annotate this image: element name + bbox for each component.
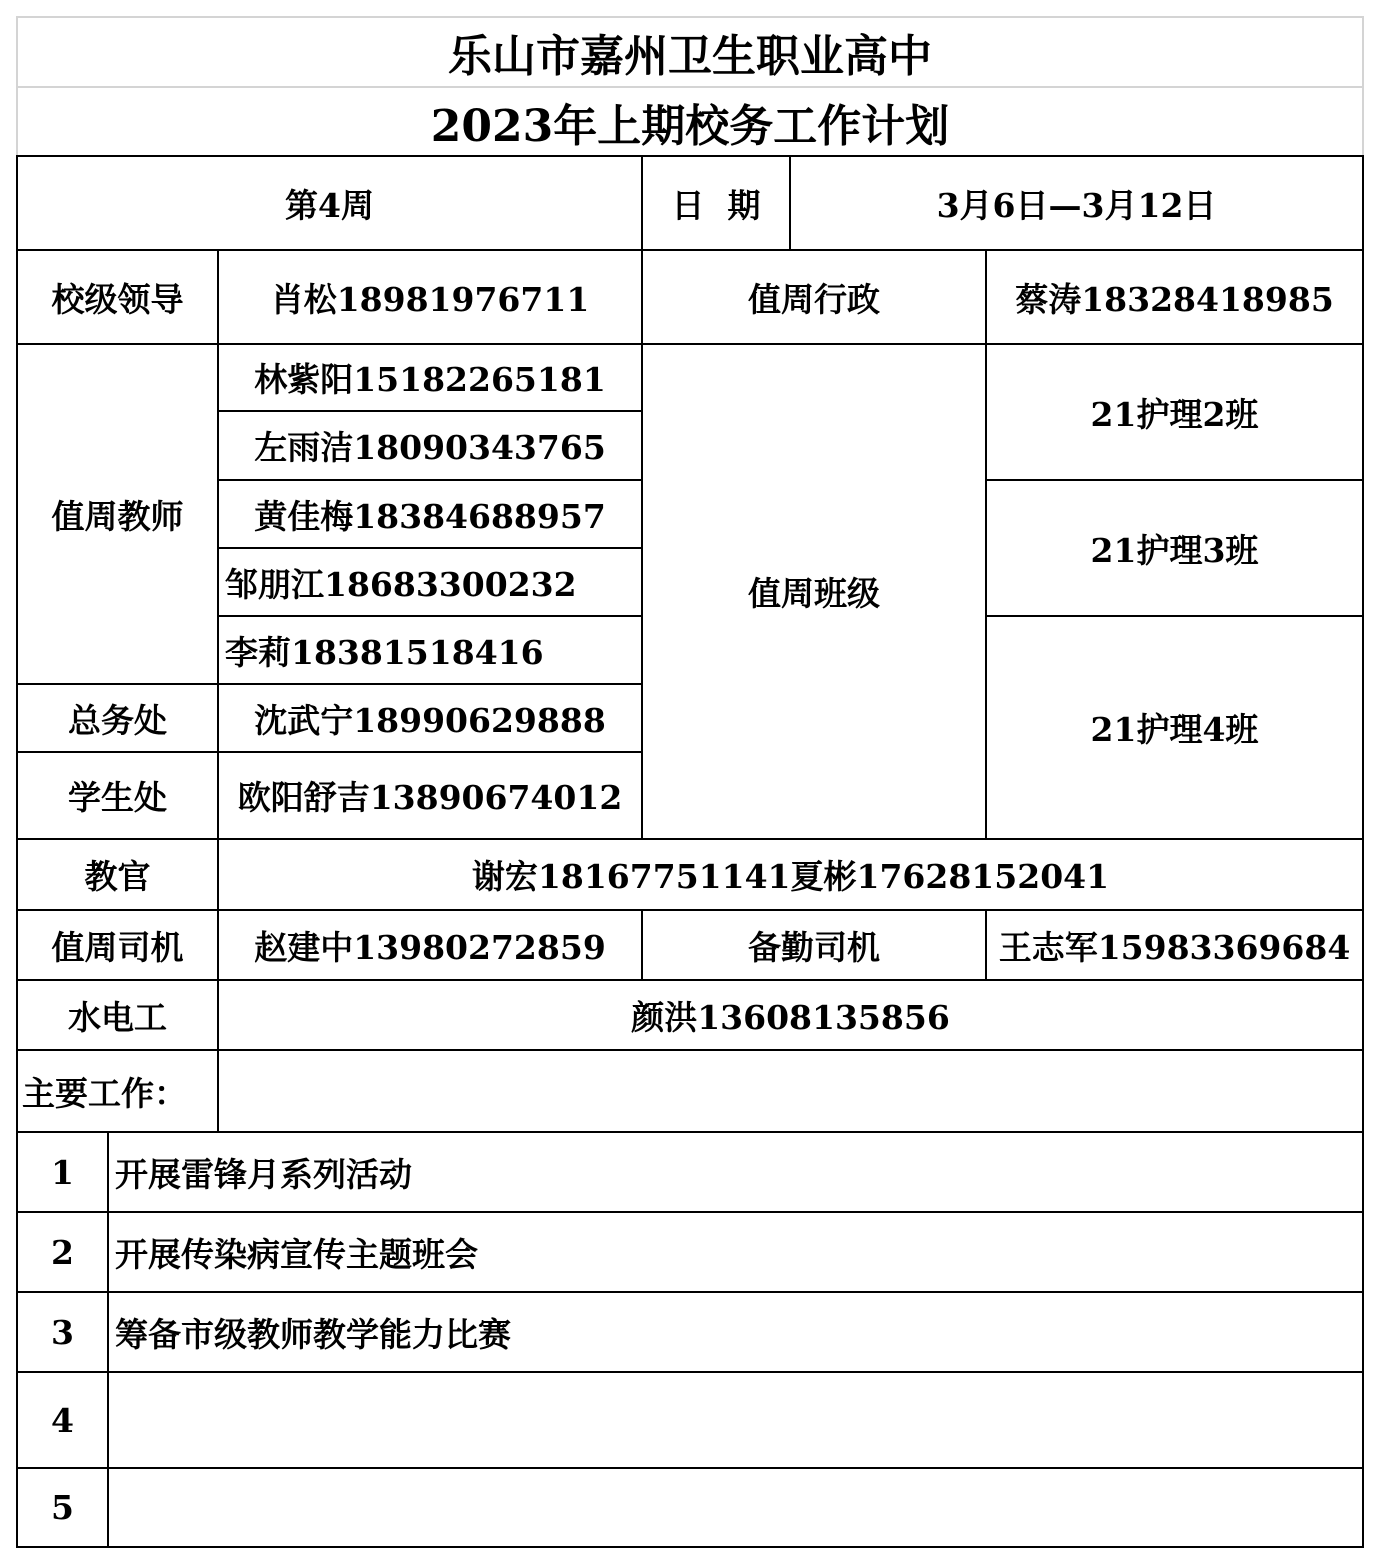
school-name: 乐山市嘉州卫生职业高中 xyxy=(448,31,932,82)
instructor-label: 教官 xyxy=(84,857,151,896)
general-affairs-value: 沈武宁18990629888 xyxy=(254,700,606,740)
school-leader-label: 校级领导 xyxy=(51,279,184,319)
task-number: 2 xyxy=(51,1232,74,1272)
general-affairs-label: 总务处 xyxy=(68,700,167,740)
task-text xyxy=(115,1373,1360,1467)
student-affairs-value: 欧阳舒吉13890674012 xyxy=(237,778,623,817)
duty-driver-value: 赵建中13980272859 xyxy=(254,927,606,967)
duty-admin-value: 蔡涛18328418985 xyxy=(1015,279,1334,319)
electrician-label: 水电工 xyxy=(68,997,167,1037)
date-range: 3月6日—3月12日 xyxy=(936,185,1217,225)
backup-driver-label: 备勤司机 xyxy=(748,927,880,967)
plan-title: 2023年上期校务工作计划 xyxy=(430,100,950,152)
electrician-value: 颜洪13608135856 xyxy=(631,997,950,1037)
duty-class-item: 21护理3班 xyxy=(1090,530,1259,570)
task-text xyxy=(115,1469,1360,1546)
duty-class-item: 21护理2班 xyxy=(1090,394,1259,434)
title-border-right xyxy=(1362,16,1364,156)
task-number: 5 xyxy=(51,1488,74,1527)
task-text: 开展传染病宣传主题班会 xyxy=(115,1234,478,1274)
duty-teacher-item: 李莉18381518416 xyxy=(225,632,544,672)
task-number: 3 xyxy=(51,1312,74,1352)
date-label: 日 期 xyxy=(671,185,761,225)
task-text: 筹备市级教师教学能力比赛 xyxy=(115,1314,511,1354)
task-number: 1 xyxy=(51,1152,74,1192)
backup-driver-value: 王志军15983369684 xyxy=(998,927,1351,967)
main-work-label: 主要工作： xyxy=(22,1073,187,1113)
duty-class-item: 21护理4班 xyxy=(1090,710,1259,749)
duty-teacher-item: 左雨洁18090343765 xyxy=(254,428,606,467)
duty-driver-label: 值周司机 xyxy=(51,927,184,967)
task-text: 开展雷锋月系列活动 xyxy=(115,1154,412,1194)
duty-teacher-item: 邹朋江18683300232 xyxy=(225,564,577,604)
student-affairs-label: 学生处 xyxy=(68,778,167,817)
duty-teacher-item: 黄佳梅18384688957 xyxy=(254,496,606,536)
duty-teachers-label: 值周教师 xyxy=(51,496,184,536)
duty-classes-label: 值周班级 xyxy=(748,574,880,613)
task-number: 4 xyxy=(51,1400,74,1440)
grid-h xyxy=(16,1546,1364,1548)
instructor-value: 谢宏18167751141夏彬17628152041 xyxy=(471,857,1110,896)
duty-admin-label: 值周行政 xyxy=(748,279,880,319)
duty-teacher-item: 林紫阳15182265181 xyxy=(254,360,606,399)
grid-v xyxy=(107,1131,109,1548)
school-leader-value: 肖松18981976711 xyxy=(270,279,590,319)
grid-v xyxy=(1362,155,1364,1548)
week-label: 第4周 xyxy=(285,185,374,225)
